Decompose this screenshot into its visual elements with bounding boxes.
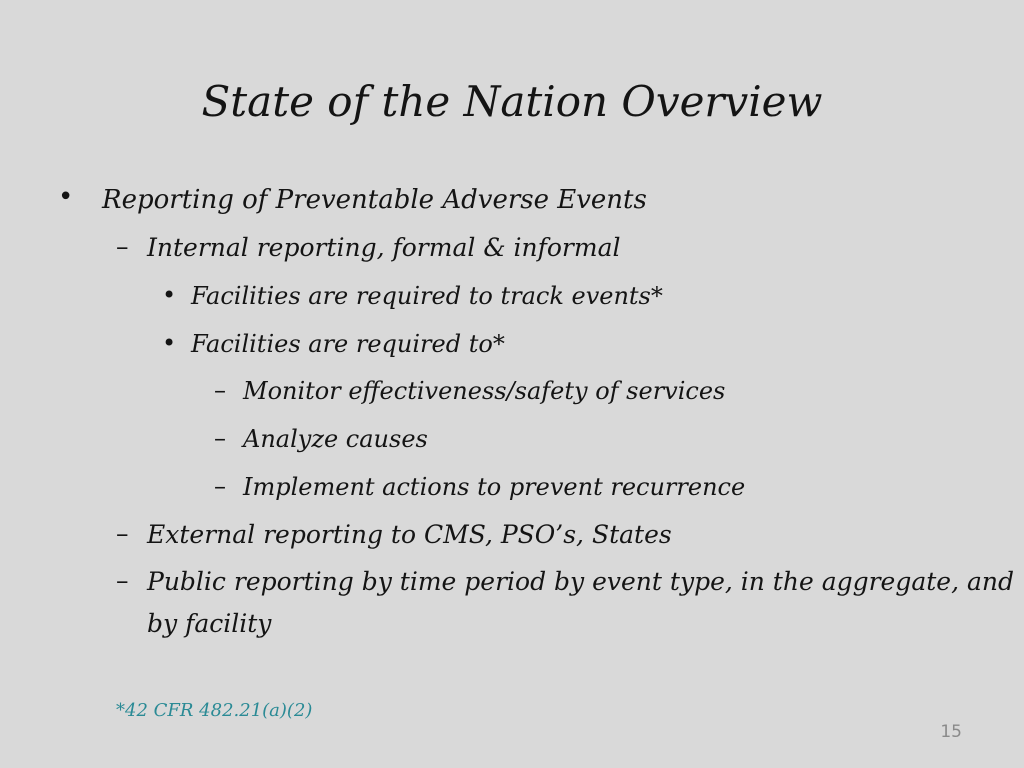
list-item: Reporting of Preventable Adverse Events: [102, 185, 647, 215]
slide-title: State of the Nation Overview: [201, 77, 823, 126]
dash-marker: –: [214, 424, 226, 452]
dash-marker: –: [116, 566, 129, 595]
list-item: Monitor effectiveness/safety of services: [243, 377, 726, 405]
list-item-continuation: by facility: [147, 609, 272, 638]
list-item: Facilities are required to track events*: [191, 282, 663, 310]
list-item: Public reporting by time period by event type, in the aggregate, and: [147, 567, 1015, 596]
bullet-marker: •: [162, 329, 177, 357]
dash-marker: –: [214, 376, 226, 404]
list-item: Analyze causes: [243, 425, 428, 453]
list-item: Implement actions to prevent recurrence: [243, 473, 746, 501]
list-item: External reporting to CMS, PSO’s, States: [147, 520, 672, 549]
bullet-marker: •: [58, 182, 74, 212]
list-item: Internal reporting, formal & informal: [147, 233, 621, 262]
page-number: 15: [940, 722, 962, 742]
dash-marker: –: [116, 232, 129, 261]
dash-marker: –: [116, 519, 129, 548]
dash-marker: –: [214, 472, 226, 500]
footnote: *42 CFR 482.21(a)(2): [116, 700, 313, 721]
bullet-marker: •: [162, 281, 177, 309]
list-item: Facilities are required to*: [191, 330, 505, 358]
